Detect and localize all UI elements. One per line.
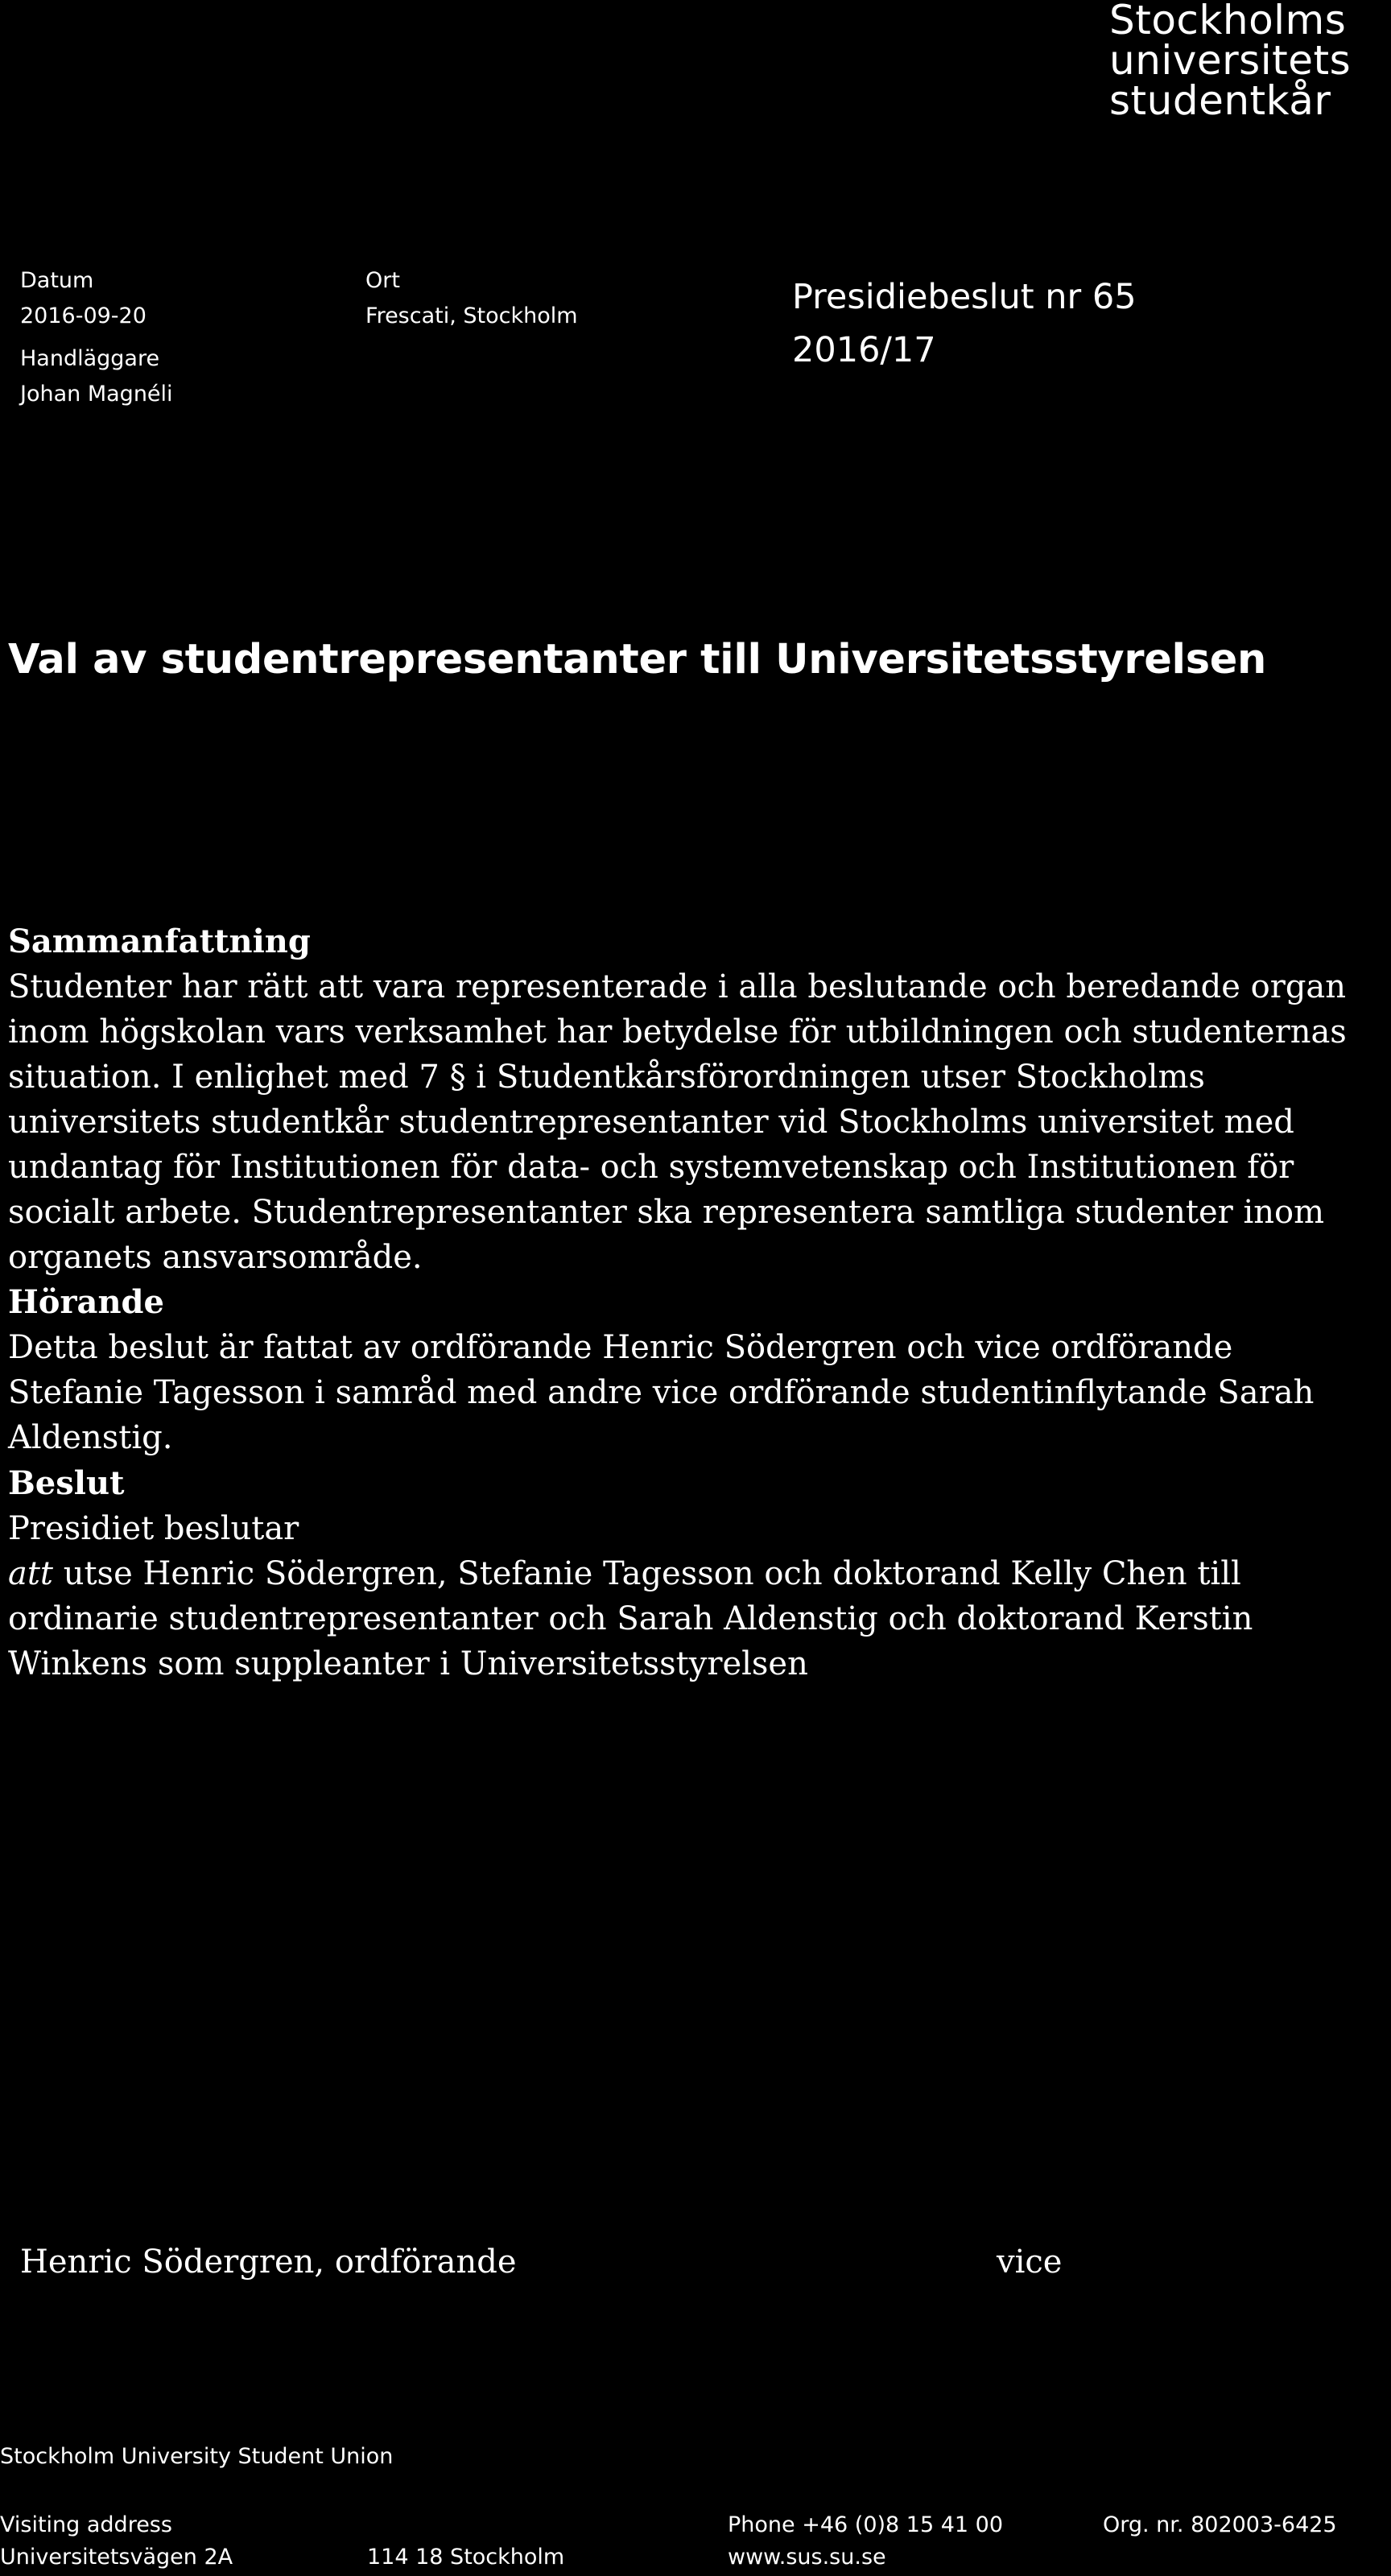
signature-right: vice [997, 2244, 1063, 2281]
place-label: Ort [365, 268, 400, 293]
decision-intro: Presidiet beslutar [8, 1510, 299, 1547]
decision-att: att [8, 1555, 53, 1592]
decision-text [8, 1551, 1377, 1686]
hearing-section [8, 1280, 1377, 1460]
footer-postal: 114 18 Stockholm [367, 2545, 565, 2570]
footer-org-nr: Org. nr. 802003-6425 [1103, 2512, 1337, 2537]
decision-heading: Beslut [8, 1464, 125, 1502]
hearing-text: Detta beslut är fattat av ordförande Henric Södergren och vice ordförande Stefanie Tagesson i samråd med andre vice ordförande studentinflytande Sarah Aldenstig. [8, 1329, 1315, 1456]
summary-heading: Sammanfattning [8, 923, 311, 960]
summary-text: Studenter har rätt att vara representerade i alla beslutande och beredande organ inom högskolan vars verksamhet har betydelse för utbildningen och studenternas situation. I enlighet med 7 § i Studentkårsförordningen utser Stockholms universitets studentkår studentrepresentanter vid Stockholms universitet med undantag för Institutionen för data- och systemvetenskap och Institutionen för socialt arbete. Studentrepresentanter ska representera samtliga studenter inom organets ansvarsområde. [8, 968, 1347, 1276]
footer-phone: Phone +46 (0)8 15 41 00 [728, 2512, 1004, 2537]
summary-section [8, 919, 1377, 1280]
union-logo [1109, 0, 1383, 124]
handler-label: Handläggare [20, 346, 160, 371]
decision-year: 2016/17 [792, 330, 936, 370]
logo-line-3: studentkår [1109, 77, 1331, 124]
logo-line-2: universitets [1109, 37, 1352, 84]
hearing-heading: Hörande [8, 1283, 164, 1321]
decision-section [8, 1461, 1377, 1686]
document-title: Val av studentrepresentanter till Universitetsstyrelsen [8, 636, 1267, 683]
date-value: 2016-09-20 [20, 303, 147, 328]
place-value: Frescati, Stockholm [365, 303, 578, 328]
decision-number: Presidiebeslut nr 65 [792, 277, 1137, 317]
date-label: Datum [20, 268, 94, 293]
footer-org-name: Stockholm University Student Union [0, 2444, 394, 2469]
decision-body: utse Henric Södergren, Stefanie Tagesson och doktorand Kelly Chen till ordinarie studentrepresentanter och Sarah Aldenstig och doktorand Kerstin Winkens som suppleanter i Universitetsstyrelsen [8, 1555, 1253, 1682]
footer-street: Universitetsvägen 2A [0, 2545, 233, 2570]
signature-left: Henric Södergren, ordförande [20, 2244, 517, 2281]
footer-visiting-label: Visiting address [0, 2512, 172, 2537]
logo-line-1: Stockholms [1109, 0, 1347, 43]
footer-web: www.sus.su.se [728, 2545, 886, 2570]
handler-value: Johan Magnéli [20, 382, 173, 407]
